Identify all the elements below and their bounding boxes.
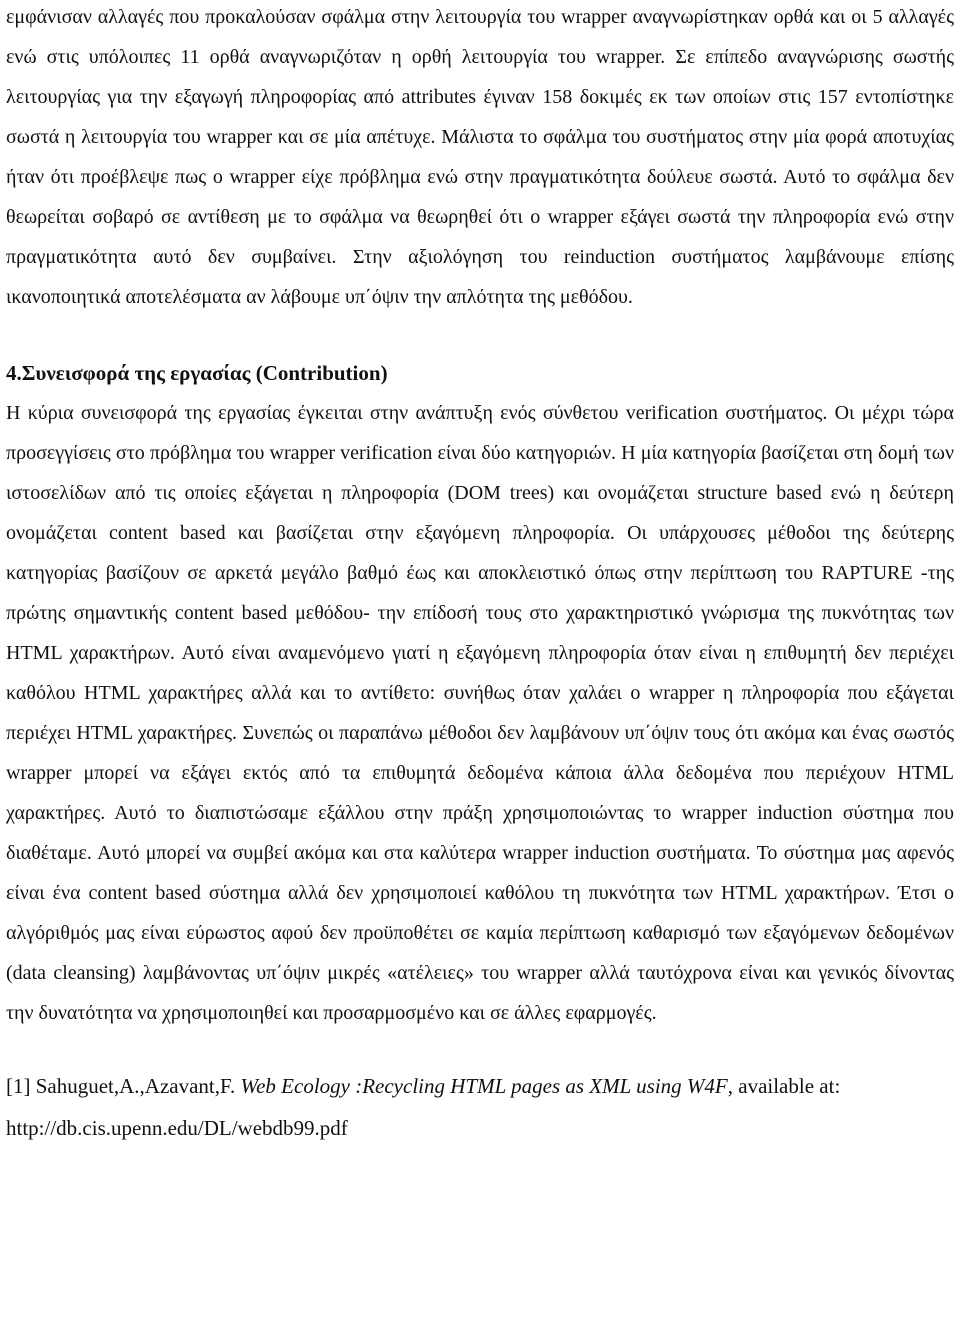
reference-title: Web Ecology :Recycling HTML pages as XML using W4F	[240, 1074, 728, 1098]
section-heading-contribution: 4.Συνεισφορά της εργασίας (Contribution)	[6, 361, 388, 385]
reference-availability: , available at: http://db.cis.upenn.edu/DL/webdb99.pdf	[6, 1074, 841, 1140]
document-page	[6, 0, 954, 1149]
reference-authors: [1] Sahuguet,A.,Azavant,F.	[6, 1074, 241, 1098]
reference-entry	[6, 1065, 954, 1149]
body-paragraph-1: εμφάνισαν αλλαγές που προκαλούσαν σφάλμα στην λειτουργία του wrapper αναγνωρίστηκαν ορθά και οι 5 αλλαγές ενώ στις υπόλοιπες 11 ορθά αναγνωριζόταν η ορθή λειτουργία του wrapper. Σε επίπεδο αναγνώρισης σωστής λειτουργίας για την εξαγωγή πληροφορίας από attributes έγιναν 158 δοκιμές εκ των οποίων στις 157 εντοπίστηκε σωστά η λειτουργία του wrapper και σε μία απέτυχε. Μάλιστα το σφάλμα του συστήματος στην μία φορά αποτυχίας ήταν ότι προέβλεψε πως ο wrapper είχε πρόβλημα ενώ στην πραγματικότητα δούλευε σωστά. Αυτό το σφάλμα δεν θεωρείται σοβαρό σε αντίθεση με το σφάλμα να θεωρηθεί ότι ο wrapper εξάγει σωστά την πληροφορία ενώ στην πραγματικότητα αυτό δεν συμβαίνει. Στην αξιολόγηση του reinduction συστήματος λαμβάνουμε επίσης ικανοποιητικά αποτελέσματα αν λάβουμε υπ΄όψιν την απλότητα της μεθόδου.	[6, 6, 954, 308]
body-paragraph-2: Η κύρια συνεισφορά της εργασίας έγκειται στην ανάπτυξη ενός σύνθετου verification συστήματος. Οι μέχρι τώρα προσεγγίσεις στο πρόβλημα του wrapper verification είναι δύο κατηγοριών. Η μία κατηγορία βασίζεται στη δομή των ιστοσελίδων από τις οποίες εξάγεται η πληροφορία (DOM trees) και ονομάζεται structure based ενώ η δεύτερη ονομάζεται content based και βασίζεται στην εξαγόμενη πληροφορία. Οι υπάρχουσες μέθοδοι της δεύτερης κατηγορίας βασίζουν σε αρκετά μεγάλο βαθμό έως και αποκλειστικό όπως στην περίπτωση του RAPTURE -της πρώτης σημαντικής content based μεθόδου- την επίδοσή τους στο χαρακτηριστικό γνώρισμα της πυκνότητας των HTML χαρακτήρων. Αυτό είναι αναμενόμενο γιατί η εξαγόμενη πληροφορία όταν είναι η επιθυμητή δεν περιέχει καθόλου HTML χαρακτήρες αλλά και το αντίθετο: συνήθως όταν χαλάει ο wrapper η πληροφορία που εξάγεται περιέχει HTML χαρακτήρες. Συνεπώς οι παραπάνω μέθοδοι δεν λαμβάνουν υπ΄όψιν τους ότι ακόμα και ένας σωστός wrapper μπορεί να εξάγει εκτός από τα επιθυμητά δεδομένα κάποια άλλα δεδομένα που περιέχουν HTML χαρακτήρες. Αυτό το διαπιστώσαμε εξάλλου στην πράξη χρησιμοποιώντας το wrapper induction σύστημα που διαθέταμε. Αυτό μπορεί να συμβεί ακόμα και στα καλύτερα wrapper induction συστήματα. Το σύστημα μας αφενός είναι ένα content based σύστημα αλλά δεν χρησιμοποιεί καθόλου τη πυκνότητα των HTML χαρακτήρων. Έτσι ο αλγόριθμός μας είναι εύρωστος αφού δεν προϋποθέτει σε καμία περίπτωση καθαρισμό των εξαγόμενων δεδομένων (data cleansing) λαμβάνοντας υπ΄όψιν μικρές «ατέλειες» του wrapper αλλά ταυτόχρονα είναι και γενικός δίνοντας την δυνατότητα να χρησιμοποιηθεί και προσαρμοσμένο και σε άλλες εφαρμογές.	[6, 402, 954, 1024]
